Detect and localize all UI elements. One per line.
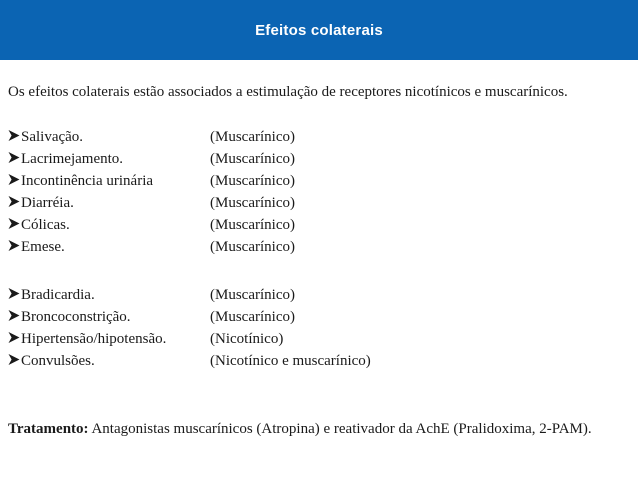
- list-item: [8, 306, 295, 328]
- list-item: [8, 126, 295, 148]
- item-label: Bradicardia.: [21, 287, 95, 303]
- item-receptor: (Muscarínico): [210, 129, 295, 145]
- list-item: [8, 328, 284, 350]
- item-label: Convulsões.: [21, 353, 95, 369]
- item-receptor: (Muscarínico): [210, 195, 295, 211]
- effects-list-group-1: [8, 126, 295, 258]
- item-label: Lacrimejamento.: [21, 151, 124, 167]
- item-receptor: (Muscarínico): [210, 151, 295, 167]
- item-receptor: (Muscarínico): [210, 309, 295, 325]
- item-receptor: (Muscarínico): [210, 239, 295, 255]
- item-receptor: (Muscarínico): [210, 217, 295, 233]
- item-label: Broncoconstrição.: [21, 309, 131, 325]
- list-item: [8, 350, 371, 372]
- item-receptor: (Muscarínico): [210, 173, 295, 189]
- checkmark-arrow-icon: [8, 330, 20, 345]
- item-receptor: (Muscarínico): [210, 287, 295, 303]
- list-item: [8, 214, 295, 236]
- slide-header: [0, 0, 638, 60]
- item-label: Cólicas.: [21, 217, 70, 233]
- treatment-paragraph: [8, 418, 604, 441]
- effects-list-group-2: [8, 284, 371, 372]
- checkmark-arrow-icon: [8, 308, 20, 323]
- checkmark-arrow-icon: [8, 128, 20, 143]
- checkmark-arrow-icon: [8, 194, 20, 209]
- checkmark-arrow-icon: [8, 216, 20, 231]
- item-label: Emese.: [21, 239, 65, 255]
- item-receptor: (Nicotínico e muscarínico): [210, 353, 371, 369]
- list-item: [8, 148, 295, 170]
- treatment-text: Antagonistas muscarínicos (Atropina) e reativador da AchE (Pralidoxima, 2-PAM).: [88, 421, 592, 437]
- item-label: Diarréia.: [21, 195, 74, 211]
- checkmark-arrow-icon: [8, 172, 20, 187]
- item-label: Hipertensão/hipotensão.: [21, 331, 167, 347]
- checkmark-arrow-icon: [8, 238, 20, 253]
- list-item: [8, 236, 295, 258]
- checkmark-arrow-icon: [8, 150, 20, 165]
- slide-title: Efeitos colaterais: [255, 21, 383, 39]
- list-item: [8, 284, 295, 306]
- treatment-label: Tratamento:: [8, 421, 89, 437]
- list-item: [8, 192, 295, 214]
- item-receptor: (Nicotínico): [210, 331, 284, 347]
- checkmark-arrow-icon: [8, 352, 20, 367]
- list-item: [8, 170, 295, 192]
- item-label: Salivação.: [21, 129, 84, 145]
- intro-paragraph: Os efeitos colaterais estão associados a estimulação de receptores nicotínicos e muscarínicos.: [8, 84, 568, 100]
- item-label: Incontinência urinária: [21, 173, 154, 189]
- checkmark-arrow-icon: [8, 286, 20, 301]
